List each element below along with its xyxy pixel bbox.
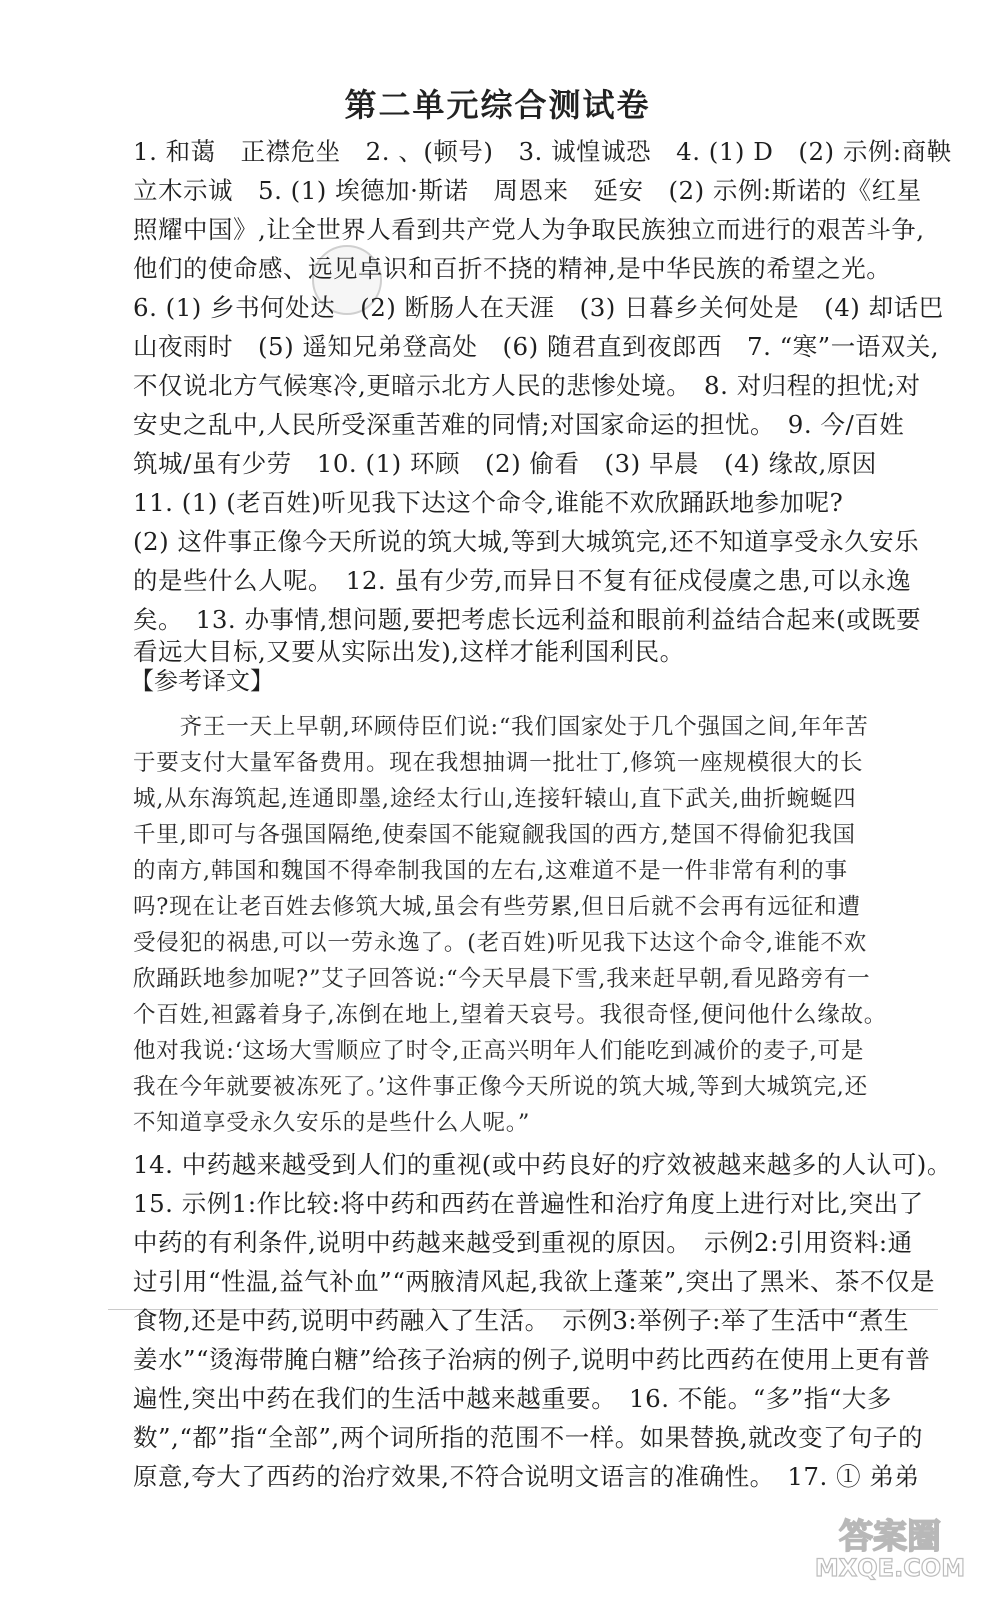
answer-line: 1. 和蔼 正襟危坐 2. 、(顿号) 3. 诚惶诚恐 4. (1) D (2) 示例:商鞅	[133, 137, 952, 166]
page-title: 第二单元综合测试卷	[344, 86, 651, 124]
translation-line: 我在今年就要被冻死了。’这件事正像今天所说的筑大城,等到大城筑完,还	[133, 1074, 868, 1100]
answer-line: 看远大目标,又要从实际出发),这样才能利国利民。	[133, 637, 685, 666]
translation-line: 于要支付大量军备费用。现在我想抽调一批壮丁,修筑一座规模很大的长	[133, 750, 864, 776]
translation-line: 千里,即可与各强国隔绝,使秦国不能窥觎我国的西方,楚国不得偷犯我国	[133, 822, 856, 848]
answer-line: 食物,还是中药,说明中药融入了生活。 示例3:举例子:举了生活中“煮生	[133, 1306, 909, 1335]
answer-line: 筑城/虽有少劳 10. (1) 环顾 (2) 偷看 (3) 早晨 (4) 缘故,原因	[133, 449, 877, 478]
answer-line: (2) 这件事正像今天所说的筑大城,等到大城筑完,还不知道享受永久安乐	[133, 527, 920, 556]
watermark-logo	[795, 1514, 985, 1582]
translation-line: 受侵犯的祸患,可以一劳永逸了。(老百姓)听见我下达这个命令,谁能不欢	[133, 930, 868, 956]
reference-translation-heading: 【参考译文】	[130, 667, 274, 695]
answer-line: 数”,“都”指“全部”,两个词所指的范围不一样。如果替换,就改变了句子的	[133, 1423, 923, 1452]
translation-line: 吗?现在让老百姓去修筑大城,虽会有些劳累,但日后就不会再有远征和遭	[133, 894, 861, 920]
answer-line: 不仅说北方气候寒冷,更暗示北方人民的悲惨处境。 8. 对归程的担忧;对	[133, 371, 921, 400]
answer-line: 遍性,突出中药在我们的生活中越来越重要。 16. 不能。“多”指“大多	[133, 1384, 892, 1413]
answer-line: 15. 示例1:作比较:将中药和西药在普遍性和治疗角度上进行对比,突出了	[133, 1189, 924, 1218]
answer-line: 安史之乱中,人民所受深重苦难的同情;对国家命运的担忧。 9. 今/百姓	[133, 410, 905, 439]
answer-line: 过引用“性温,益气补血”“两腋清风起,我欲上蓬莱”,突出了黑米、茶不仅是	[133, 1267, 935, 1296]
translation-line: 不知道享受永久安乐的是些什么人呢。”	[133, 1110, 531, 1136]
answer-line: 的是些什么人呢。 12. 虽有少劳,而异日不复有征戍侵虞之患,可以永逸	[133, 566, 912, 595]
answer-line: 6. (1) 乡书何处达 (2) 断肠人在天涯 (3) 日暮乡关何处是 (4) 却话巴	[133, 293, 944, 322]
translation-line: 个百姓,袒露着身子,冻倒在地上,望着天哀号。我很奇怪,便问他什么缘故。	[133, 1002, 888, 1028]
answer-line: 11. (1) (老百姓)听见我下达这个命令,谁能不欢欣踊跃地参加呢?	[133, 488, 844, 517]
watermark-main-text: 答案圈	[839, 1517, 941, 1557]
answer-line: 原意,夸大了西药的治疗效果,不符合说明文语言的准确性。 17. ① 弟弟	[133, 1462, 920, 1491]
answer-line: 14. 中药越来越受到人们的重视(或中药良好的疗效被越来越多的人认可)。	[133, 1150, 952, 1179]
watermark-url-text: MXQE.COM	[814, 1554, 966, 1582]
translation-line: 欣踊跃地参加呢?”艾子回答说:“今天早晨下雪,我来赶早朝,看见路旁有一	[133, 966, 871, 992]
translation-line: 他对我说:‘这场大雪顺应了时令,正高兴明年人们能吃到减价的麦子,可是	[133, 1038, 865, 1064]
answer-line: 照耀中国》,让全世界人看到共产党人为争取民族独立而进行的艰苦斗争,	[133, 215, 925, 244]
answer-line: 山夜雨时 (5) 遥知兄弟登高处 (6) 随君直到夜郎西 7. “寒”一语双关,	[133, 332, 939, 361]
translation-line: 的南方,韩国和魏国不得牵制我国的左右,这难道不是一件非常有利的事	[133, 858, 848, 884]
translation-line: 城,从东海筑起,连通即墨,途经太行山,连接轩辕山,直下武关,曲折蜿蜒四	[133, 786, 857, 812]
answer-line: 中药的有利条件,说明中药越来越受到重视的原因。 示例2:引用资料:通	[133, 1228, 913, 1257]
translation-line: 齐王一天上早朝,环顾侍臣们说:“我们国家处于几个强国之间,年年苦	[133, 714, 869, 740]
answer-line: 矣。 13. 办事情,想问题,要把考虑长远利益和眼前利益结合起来(或既要	[133, 605, 922, 634]
answer-line: 他们的使命感、远见卓识和百折不挠的精神,是中华民族的希望之光。	[133, 254, 892, 283]
answer-line: 姜水”“烫海带腌白糖”给孩子治病的例子,说明中药比西药在使用上更有普	[133, 1345, 931, 1374]
answer-line: 立木示诚 5. (1) 埃德加·斯诺 周恩来 延安 (2) 示例:斯诺的《红星	[133, 176, 922, 205]
